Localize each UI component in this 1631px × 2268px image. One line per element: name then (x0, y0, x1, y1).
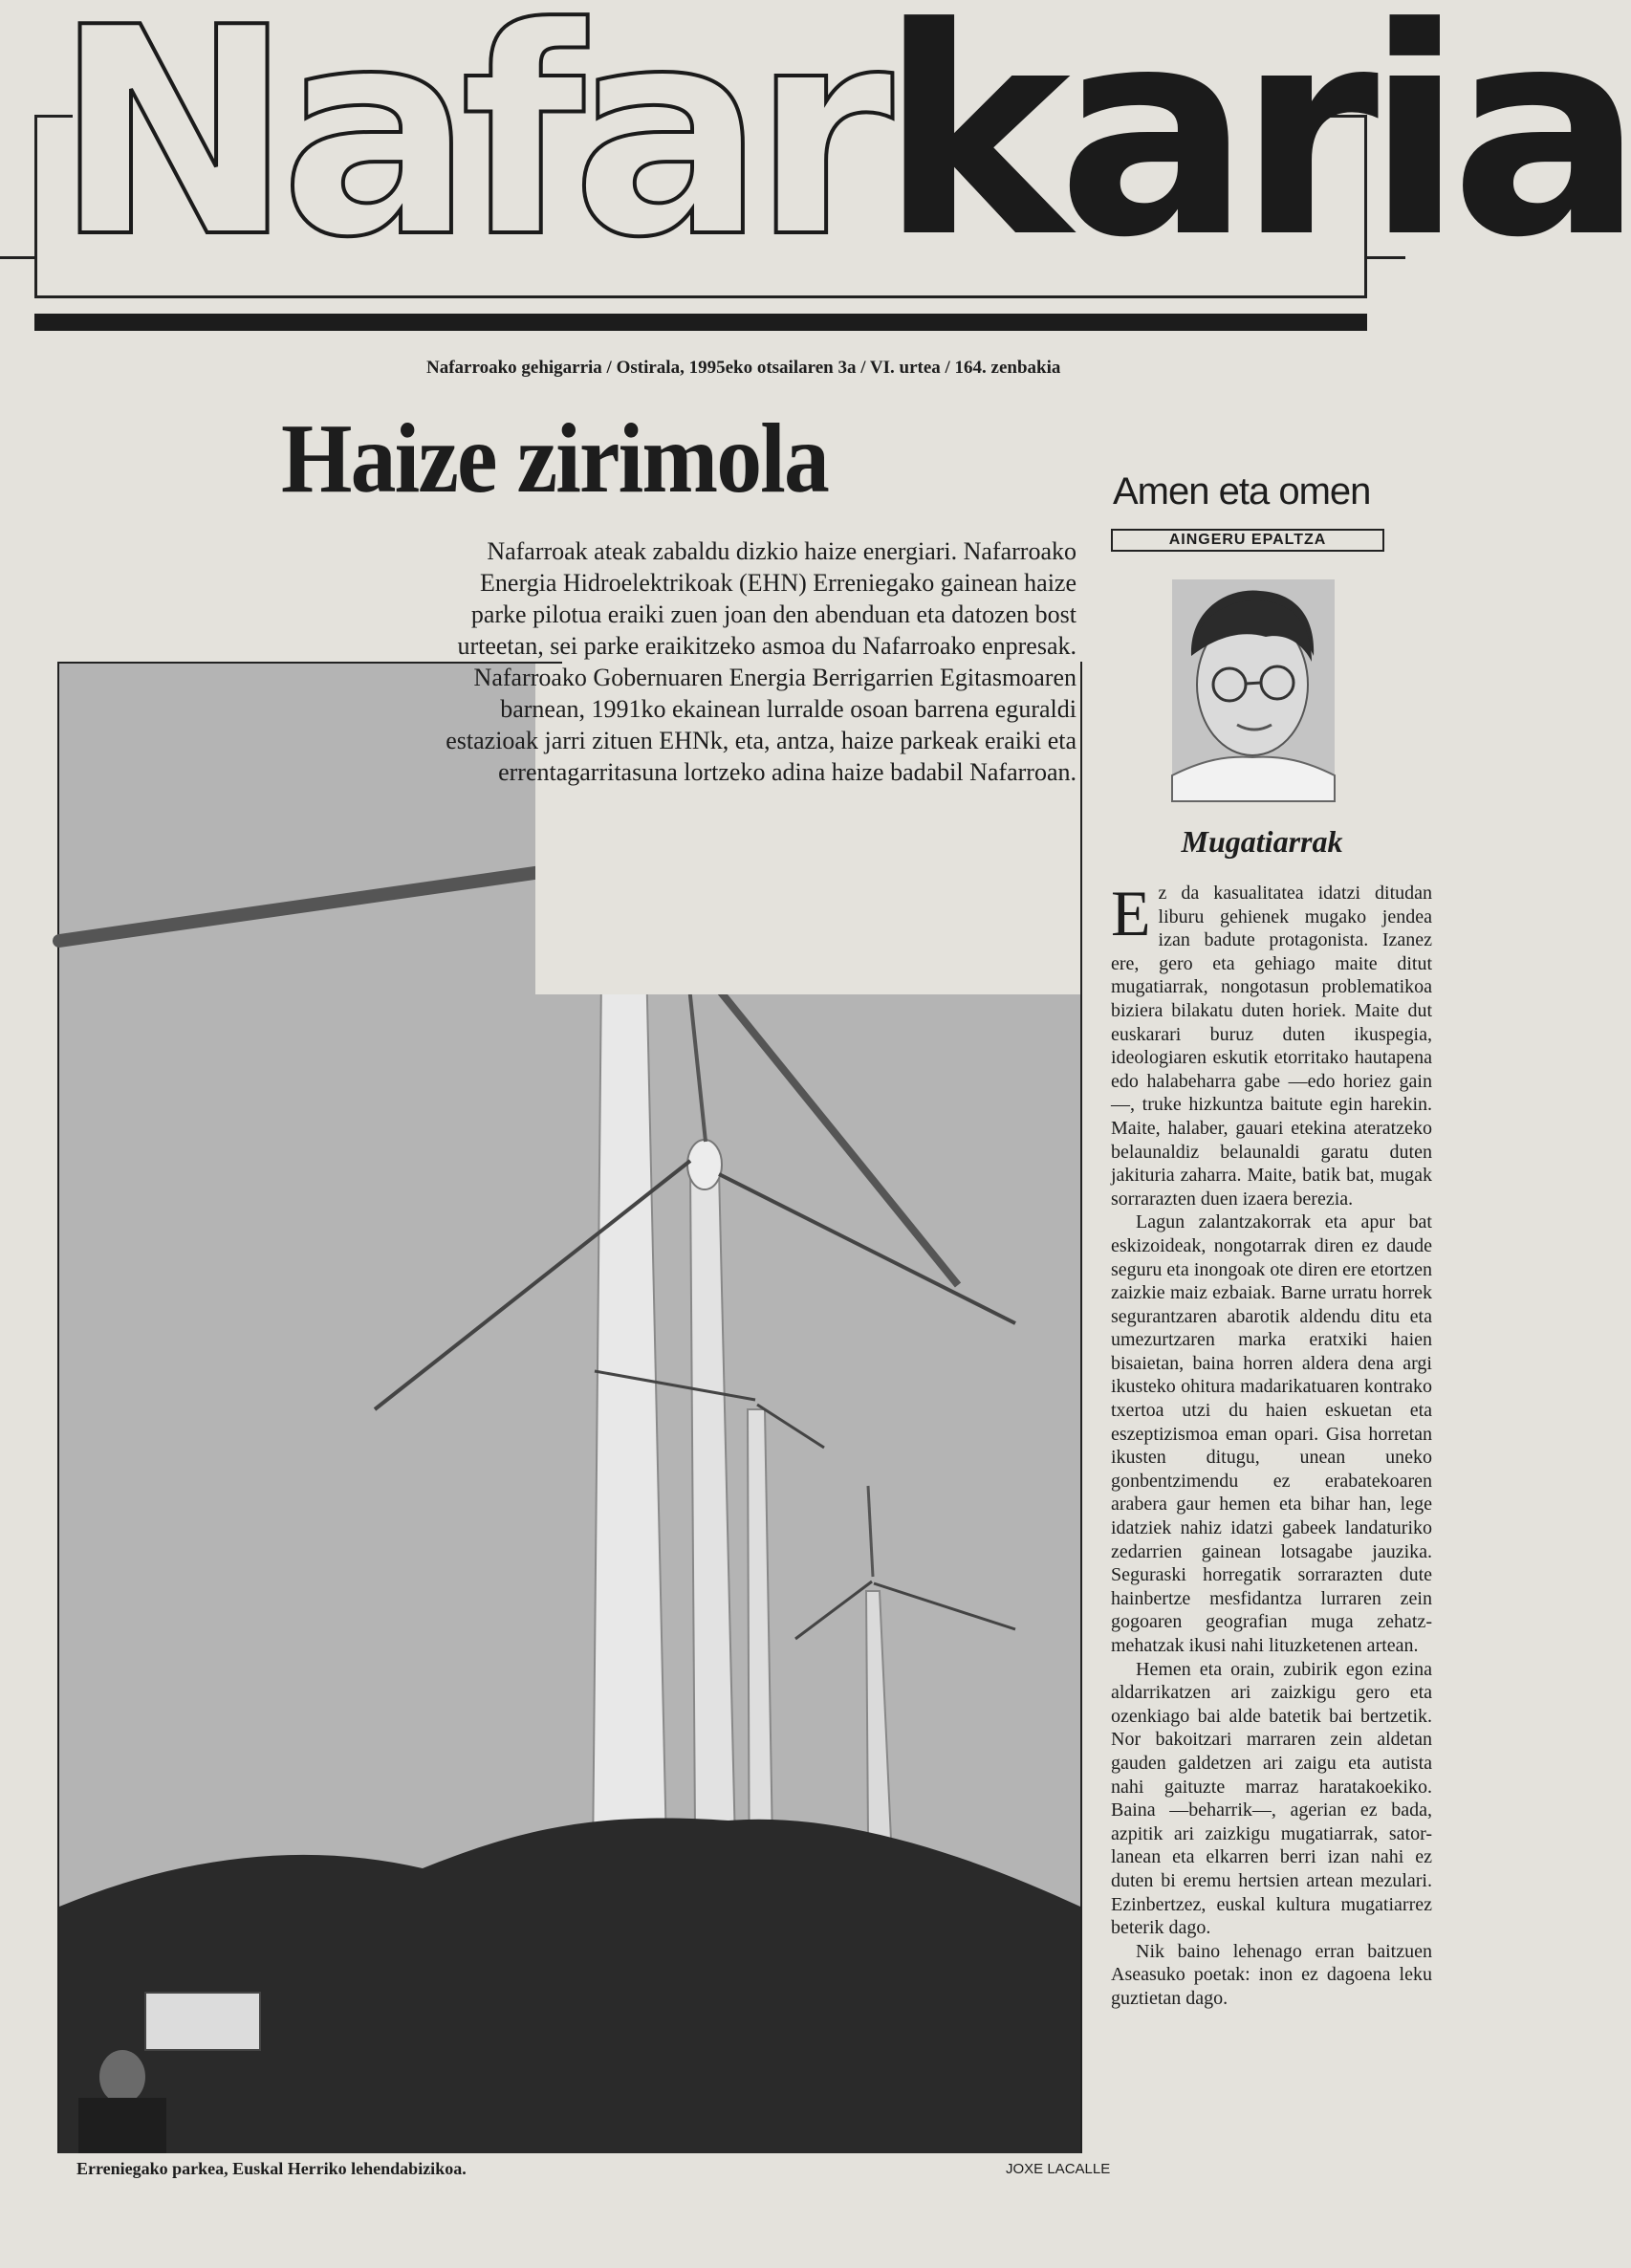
masthead-bar (34, 314, 1367, 331)
column-paragraph-1-text: z da kasualitatea idatzi ditudan liburu gehienek mugako jendea izan badute protagonista. Izanez ere, gero eta gehiago maite ditut mugatiarrak, nongotasun problematikoa biziera bilakatu duten horiek. Maite dut euskarari buruz duten ikuspegia, ideologiaren eskutik etorritako hautapena edo halabeharra gabe —edo horiez gain—, truke hizkuntza baitute egin harekin. Maite, halaber, gauari etekina ateratzeko belaunaldiz belaunaldi garatu duten jakituria zaharra. Maite, batik bat, mugak sorrarazten duen izaera berezia. (1111, 883, 1432, 1210)
dateline: Nafarroako gehigarria / Ostirala, 1995eko otsailaren 3a / VI. urtea / 164. zenbakia (426, 358, 1061, 378)
photo-credit: JOXE LACALLE (1006, 2161, 1111, 2177)
lede-paragraph: Nafarroak ateak zabaldu dizkio haize energiari. Nafarroako Energia Hidroelektrikoak (EHN) Erreniegako gainean haize parke pilotua eraiki zuen joan den abenduan eta datozen bost urteetan, sei parke eraikitzeko asmoa du Nafarroako enpresak. Nafarroako Gobernuaren Energia Berrigarrien Egitasmoaren barnean, 1991ko ekainean lurralde osoan barrena eguraldi estazioak jarri zituen EHNk, eta, antza, haize parkeak eraiki eta errentagarritasuna lortzeko adina haize badabil Nafarroan. (446, 537, 1076, 786)
column-paragraph-3: Hemen eta orain, zubirik egon ezina aldarrikatzen ari zaizkigu gero eta ozenkiago bai alde batetik bai bertzetik. Nor bakoitzari marraren zein aldetan gauden galdetzen ari zaigu eta autista nahi gaituzte marraz haratakoekiko. Baina —beharrik—, agerian ez bada, azpitik ari zaizkigu mugatiarrak, sator-lanean eta elkarren berri izan nahi ez duten bi eremu hertsien artean mezulari. Ezinbertzez, euskal kultura mugatiarrez beterik dago. (1111, 1658, 1432, 1939)
column-author: AINGERU EPALTZA (1111, 529, 1384, 552)
photo-caption: Erreniegako parkea, Euskal Herriko lehendabizikoa. (76, 2159, 467, 2178)
column-paragraph-2: Lagun zalantzakorrak eta apur bat eskizoideak, nongotarrak diren ez daude seguru eta inongoak ote diren ere etortzen zaizkie maiz ezbaiak. Barne urratu horrek segurantzaren abarotik aldendu ditu eta umezurtzaren marka eratxiki haien bisaietan, baina horren aldera dena argi ikusteko ohitura madarikatuaren kontrako txertoa utzi du haien eskuetan eta eszeptizismoa eman opari. Gisa horretan ikusten ditugu, unean uneko gonbentzimendu ez erabatekoaren arabera gaur hemen eta bihar han, lege idatziek nahiz idatzi gabeek landaturiko zedarrien gainean lotsagabe jauzika. Seguraski horregatik sorrarazten dute hainbertze mesfidantza lurraren zein gogoaren geografian muga zehatz-mehatzak ikusi nahi lituzketenen artean. (1111, 1211, 1432, 1656)
drop-cap: E (1111, 877, 1151, 949)
masthead-title-outline: Nafar (54, 0, 881, 300)
author-portrait (1172, 579, 1335, 801)
column-title: Mugatiarrak (1181, 824, 1343, 859)
masthead-title (54, 0, 1631, 300)
masthead-rule-left (0, 256, 36, 259)
column-paragraph-4: Nik baino lehenago erran baitzuen Aseasuko poetak: inon ez dagoena leku guztietan dago. (1111, 1940, 1432, 2009)
portrait-illustration (1172, 579, 1335, 801)
headline: Haize zirimola (281, 403, 829, 513)
column-body (1111, 877, 1432, 2011)
column-section-title: Amen eta omen (1113, 470, 1371, 512)
masthead-title-solid: karia (880, 0, 1631, 300)
column-paragraph-1 (1111, 877, 1432, 1210)
